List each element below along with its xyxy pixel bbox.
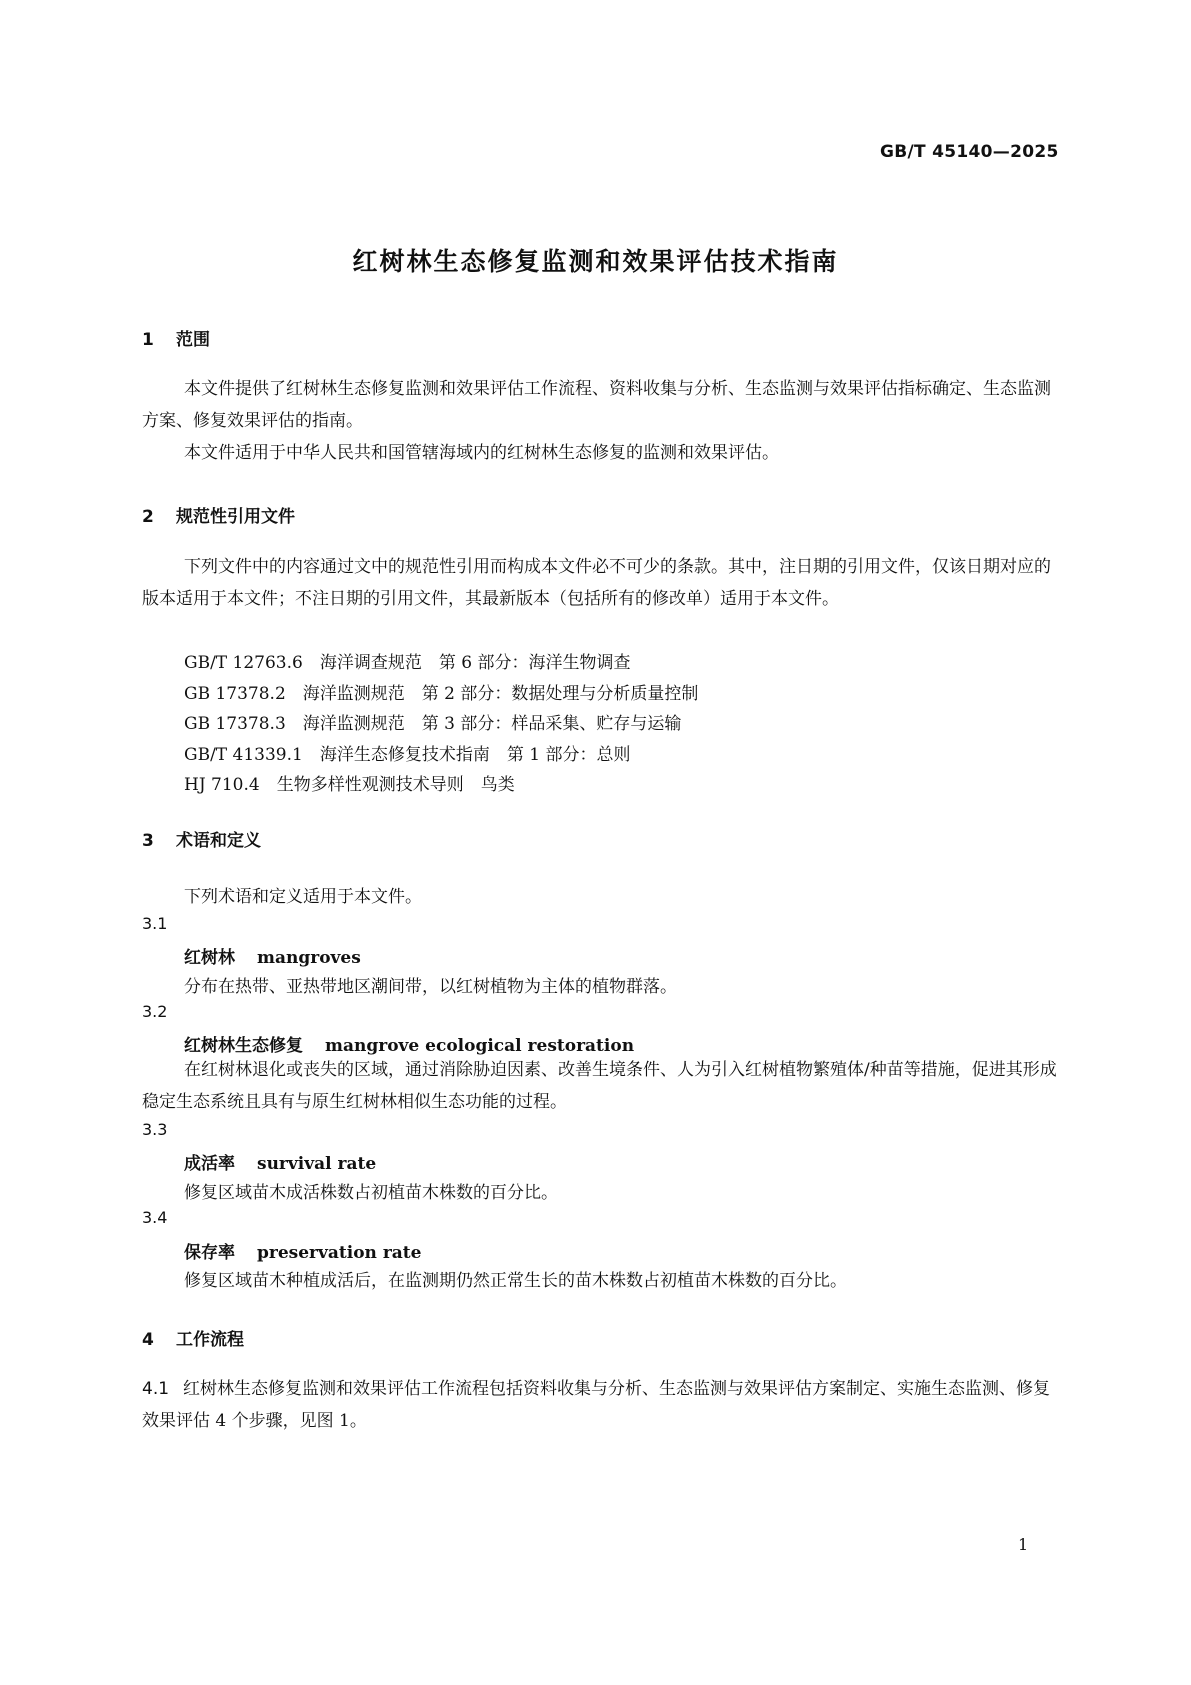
- term-definition: 修复区域苗木种植成活后，在监测期仍然正常生长的苗木株数占初植苗木株数的百分比。: [184, 1271, 847, 1291]
- section-2-heading: [142, 502, 295, 527]
- term-entry: [184, 943, 361, 968]
- reference-item: HJ 710.4 生物多样性观测技术导则 鸟类: [184, 775, 515, 795]
- term-chinese: 红树林: [184, 948, 235, 968]
- section-1-paragraph-2: 本文件适用于中华人民共和国管辖海域内的红树林生态修复的监测和效果评估。: [184, 443, 779, 463]
- standard-code: GB/T 45140—2025: [880, 142, 1059, 162]
- term-number: 3.4: [142, 1208, 168, 1227]
- section-3-heading: [142, 826, 261, 851]
- term-number: 3.2: [142, 1002, 168, 1021]
- clause-4-1: [142, 1373, 1062, 1437]
- term-definition: 在红树林退化或丧失的区域，通过消除胁迫因素、改善生境条件、人为引入红树植物繁殖体/种苗等措施，促进其形成稳定生态系统且具有与原生红树林相似生态功能的过程。: [142, 1060, 1057, 1112]
- term-english: mangrove ecological restoration: [325, 1036, 635, 1056]
- section-number: 2: [142, 507, 154, 527]
- reference-item: GB 17378.3 海洋监测规范 第 3 部分：样品采集、贮存与运输: [184, 714, 682, 734]
- section-title: 工作流程: [176, 1330, 244, 1350]
- clause-number: 4.1: [142, 1379, 170, 1399]
- section-title: 术语和定义: [176, 831, 261, 851]
- section-title: 范围: [176, 330, 210, 350]
- section-1-heading: [142, 325, 210, 350]
- reference-item: GB/T 12763.6 海洋调查规范 第 6 部分：海洋生物调查: [184, 653, 631, 673]
- page-number: 1: [1018, 1535, 1029, 1554]
- term-entry: [184, 1149, 376, 1174]
- term-english: mangroves: [257, 948, 361, 968]
- clause-text: 红树林生态修复监测和效果评估工作流程包括资料收集与分析、生态监测与效果评估方案制定、实施生态监测、修复效果评估 4 个步骤，见图 1。: [142, 1379, 1051, 1431]
- term-entry: [184, 1238, 421, 1263]
- term-chinese: 红树林生态修复: [184, 1036, 303, 1056]
- term-number: 3.1: [142, 914, 168, 933]
- term-definition: 修复区域苗木成活株数占初植苗木株数的百分比。: [184, 1183, 558, 1203]
- section-1-paragraph-1: 本文件提供了红树林生态修复监测和效果评估工作流程、资料收集与分析、生态监测与效果评估指标确定、生态监测方案、修复效果评估的指南。: [142, 379, 1051, 431]
- section-title: 规范性引用文件: [176, 507, 295, 527]
- section-number: 4: [142, 1330, 154, 1350]
- section-3-intro: 下列术语和定义适用于本文件。: [184, 887, 422, 907]
- section-number: 3: [142, 831, 154, 851]
- term-chinese: 成活率: [184, 1154, 235, 1174]
- term-english: preservation rate: [257, 1243, 422, 1263]
- term-english: survival rate: [257, 1154, 377, 1174]
- section-4-heading: [142, 1325, 244, 1350]
- reference-item: GB 17378.2 海洋监测规范 第 2 部分：数据处理与分析质量控制: [184, 684, 699, 704]
- section-2-paragraph-1: 下列文件中的内容通过文中的规范性引用而构成本文件必不可少的条款。其中，注日期的引用文件，仅该日期对应的版本适用于本文件；不注日期的引用文件，其最新版本（包括所有的修改单）适用于本文件。: [142, 557, 1051, 609]
- term-definition: 分布在热带、亚热带地区潮间带，以红树植物为主体的植物群落。: [184, 977, 677, 997]
- document-title: 红树林生态修复监测和效果评估技术指南: [352, 247, 839, 276]
- term-chinese: 保存率: [184, 1243, 235, 1263]
- section-number: 1: [142, 330, 154, 350]
- term-number: 3.3: [142, 1120, 168, 1139]
- reference-item: GB/T 41339.1 海洋生态修复技术指南 第 1 部分：总则: [184, 745, 631, 765]
- term-entry: [184, 1031, 634, 1056]
